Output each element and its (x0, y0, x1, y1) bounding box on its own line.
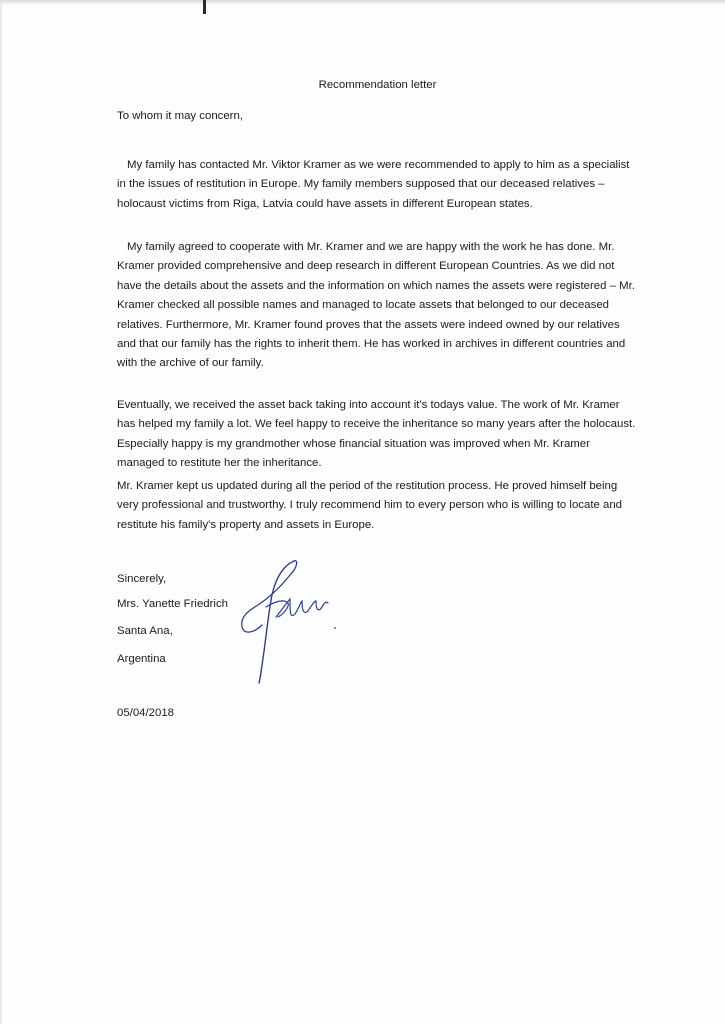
signer-country: Argentina (117, 653, 166, 665)
closing: Sincerely, (117, 573, 167, 585)
salutation: To whom it may concern, (117, 110, 243, 122)
letter-date: 05/04/2018 (117, 707, 175, 719)
staple-mark (203, 0, 206, 14)
handwritten-signature (232, 555, 342, 685)
letter-title: Recommendation letter (318, 79, 437, 91)
paragraph-4: Mr. Kramer kept us updated during all the period of the restitution process. He proved himself being very professional and trustworthy. I truly recommend him to every person who is willing to locate and restitute his family's property and assets in Europe. (117, 480, 622, 531)
paragraph-3: Eventually, we received the asset back taking into account it's todays value. The work of Mr. Kramer has helped my family a lot. We feel happy to receive the inheritance so many years after the holocaust. Especially happy is my grandmother whose financial situation was improved when Mr. Kramer managed to restitute her the inheritance. (117, 399, 636, 470)
signer-name: Mrs. Yanette Friedrich (117, 598, 228, 610)
paragraph-2: My family agreed to cooperate with Mr. Kramer and we are happy with the work he has done. Mr. Kramer provided comprehensive and deep research in different European Countries. As we did not have the details about the assets and the information on which names the assets were registered – Mr. Kramer checked all possible names and managed to locate assets that belonged to our deceased relatives. Furthermore, Mr. Kramer found proves that the assets were indeed owned by our relatives and that our family has the rights to inherit them. He has worked in archives in different countries and with the archive of our family. (117, 241, 635, 370)
paragraph-1: My family has contacted Mr. Viktor Kramer as we were recommended to apply to him as a specialist in the issues of restitution in Europe. My family members supposed that our deceased relatives – holocaust victims from Riga, Latvia could have assets in different European states. (117, 159, 630, 210)
scan-edge-left (0, 0, 3, 1024)
signer-city: Santa Ana, (117, 625, 173, 637)
scan-edge-top (0, 0, 725, 5)
